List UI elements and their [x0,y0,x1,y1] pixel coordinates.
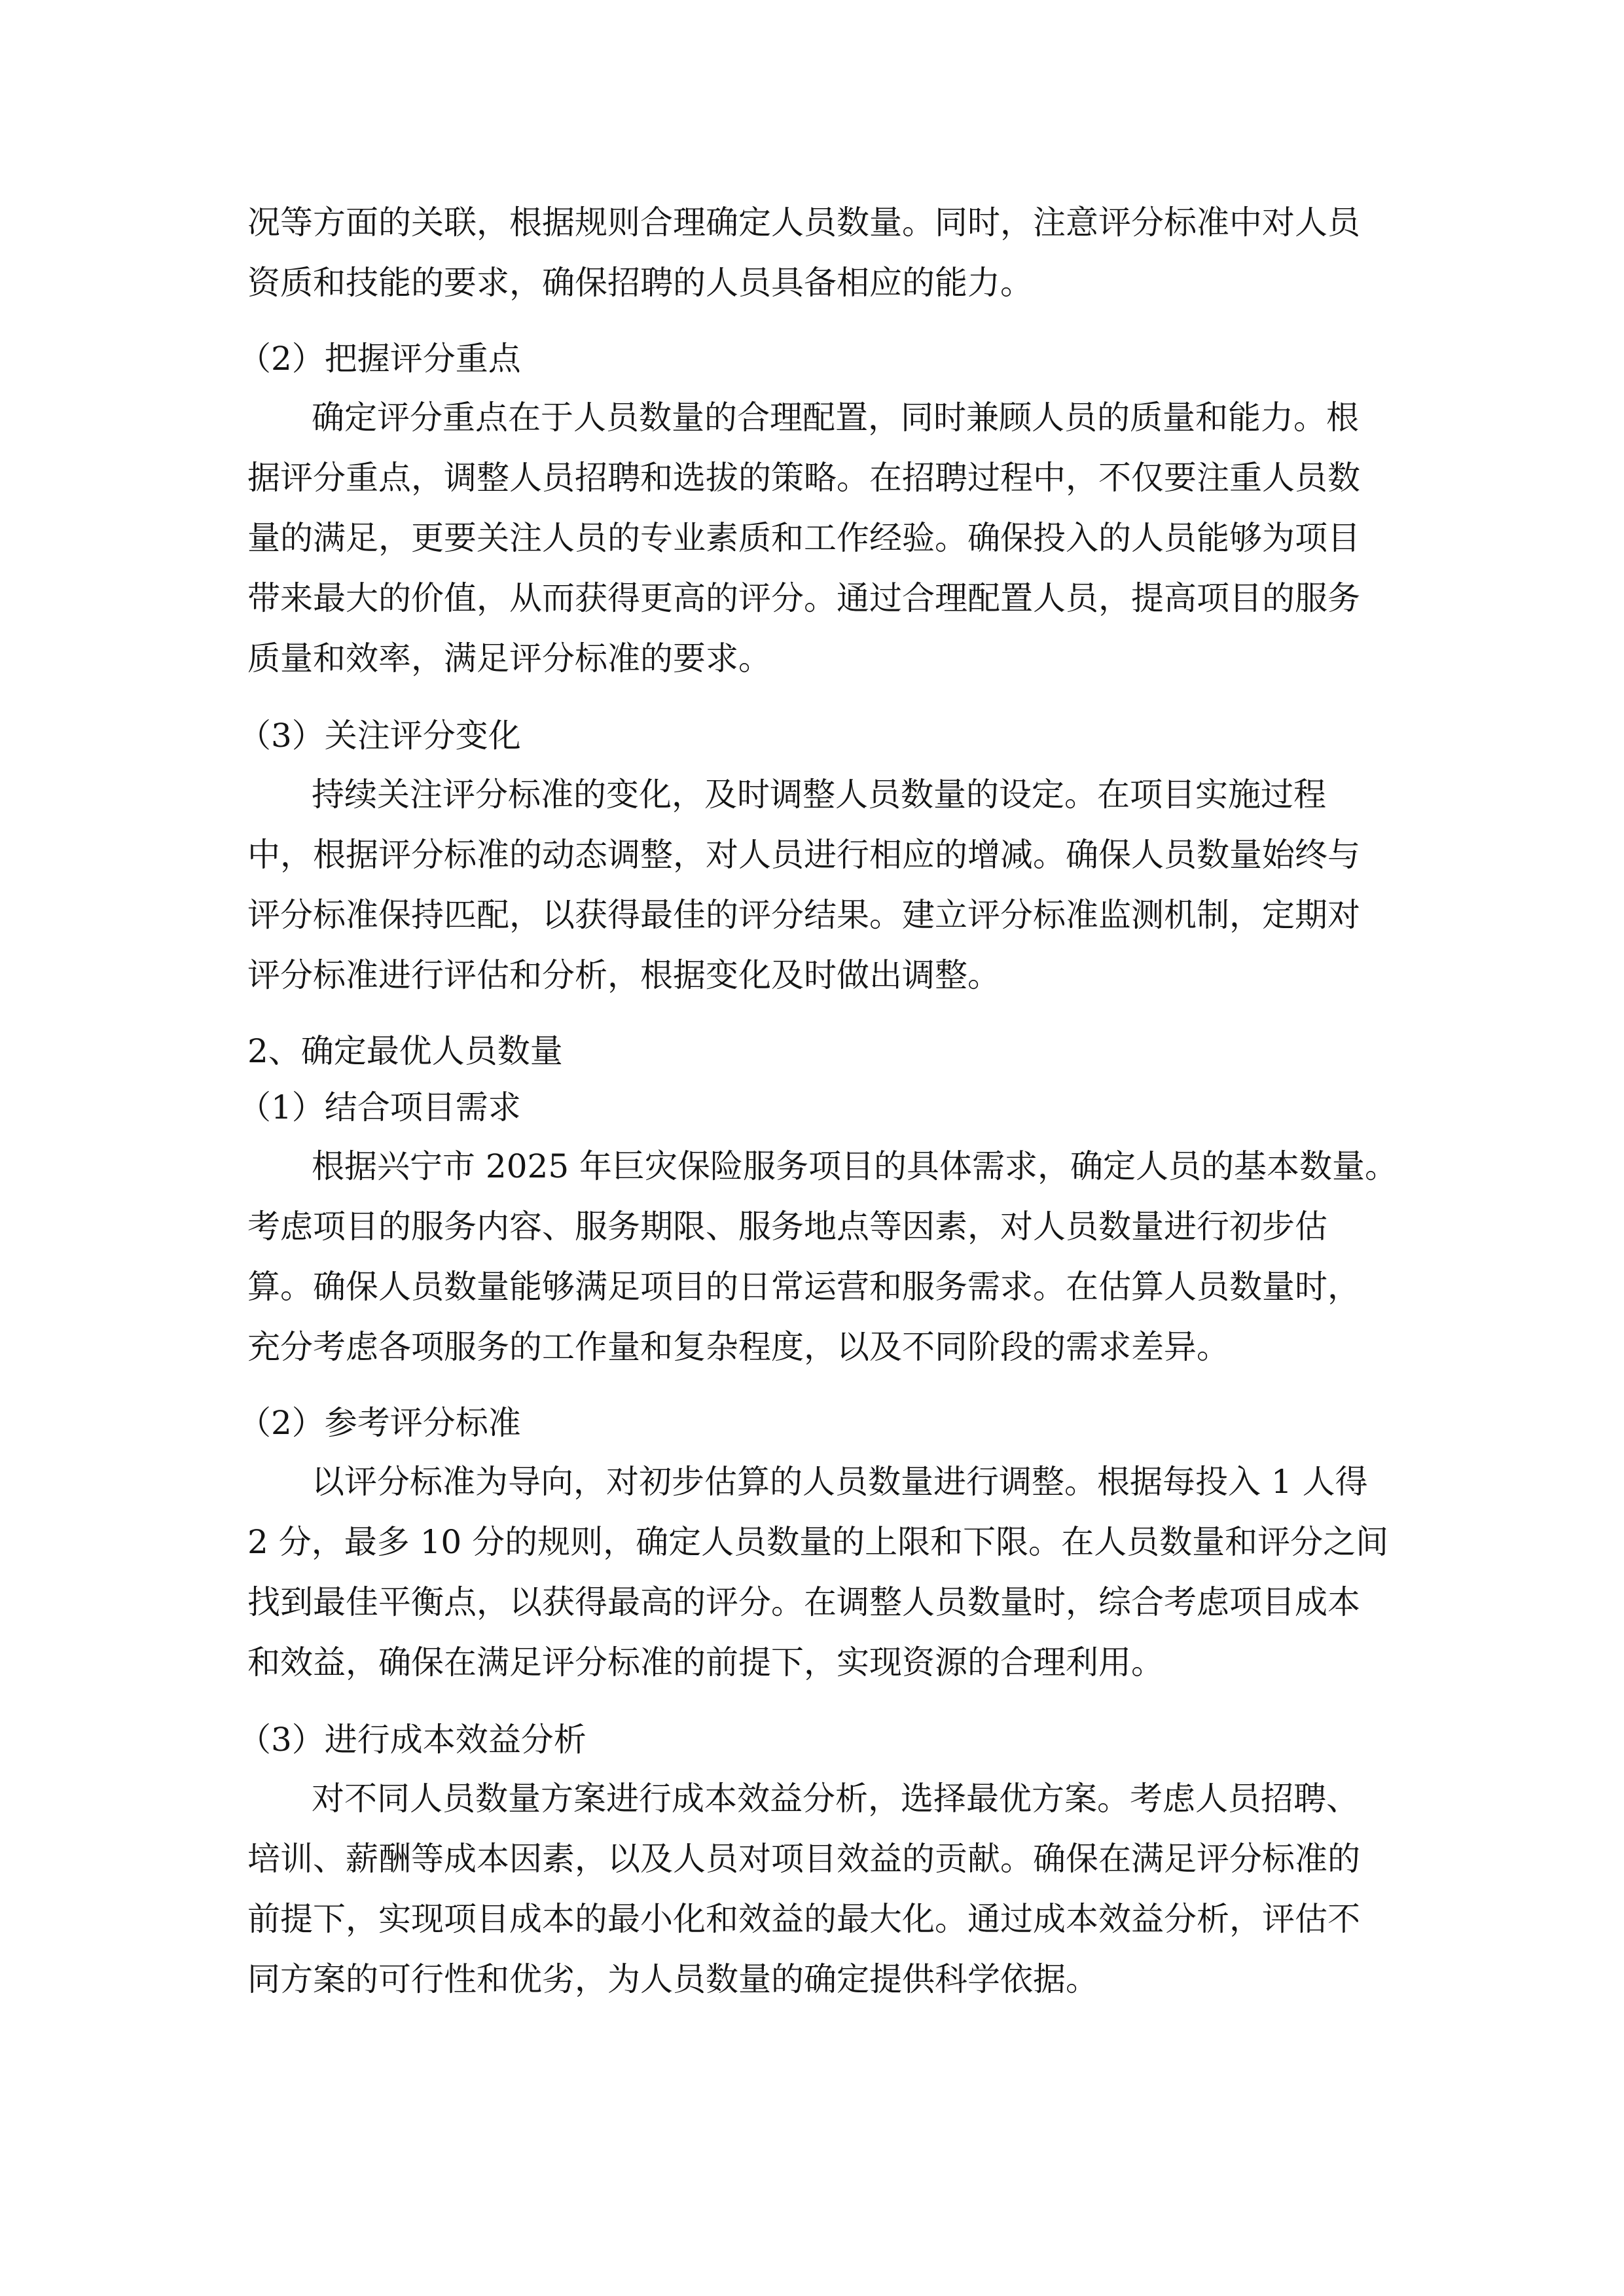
paragraph-line: 中，根据评分标准的动态调整，对人员进行相应的增减。确保人员数量始终与 [247,836,1360,874]
paragraph-line: 以评分标准为导向，对初步估算的人员数量进行调整。根据每投入 1 人得 [312,1463,1368,1501]
paragraph-line: 资质和技能的要求，确保招聘的人员具备相应的能力。 [247,264,1033,302]
paragraph-line: 找到最佳平衡点，以获得最高的评分。在调整人员数量时，综合考虑项目成本 [247,1583,1360,1621]
paragraph-line: 考虑项目的服务内容、服务期限、服务地点等因素，对人员数量进行初步估 [247,1208,1327,1246]
paragraph-line: 同方案的可行性和优劣，为人员数量的确定提供科学依据。 [247,1960,1098,1998]
paragraph-line: 前提下，实现项目成本的最小化和效益的最大化。通过成本效益分析，评估不 [247,1900,1360,1938]
subheading: （3）进行成本效益分析 [238,1721,586,1759]
paragraph-line: 据评分重点，调整人员招聘和选拔的策略。在招聘过程中，不仅要注重人员数 [247,459,1360,497]
subheading: （2）参考评分标准 [238,1404,521,1442]
paragraph-line: 量的满足，更要关注人员的专业素质和工作经验。确保投入的人员能够为项目 [247,519,1360,557]
subheading: （3）关注评分变化 [238,717,521,755]
paragraph-line: 和效益，确保在满足评分标准的前提下，实现资源的合理利用。 [247,1643,1164,1681]
paragraph-line: 培训、薪酬等成本因素，以及人员对项目效益的贡献。确保在满足评分标准的 [247,1840,1360,1878]
section-heading: 2、确定最优人员数量 [247,1032,563,1070]
subheading: （1）结合项目需求 [238,1088,521,1126]
paragraph-line: 质量和效率，满足评分标准的要求。 [247,639,771,677]
paragraph-line: 对不同人员数量方案进行成本效益分析，选择最优方案。考虑人员招聘、 [312,1780,1359,1818]
paragraph-line: 评分标准保持匹配，以获得最佳的评分结果。建立评分标准监测机制，定期对 [247,896,1360,934]
paragraph-line: 充分考虑各项服务的工作量和复杂程度，以及不同阶段的需求差异。 [247,1328,1229,1366]
paragraph-line: 带来最大的价值，从而获得更高的评分。通过合理配置人员，提高项目的服务 [247,579,1360,617]
paragraph-line: 况等方面的关联，根据规则合理确定人员数量。同时，注意评分标准中对人员 [247,204,1360,242]
paragraph-line: 评分标准进行评估和分析，根据变化及时做出调整。 [247,956,1000,994]
paragraph-line: 持续关注评分标准的变化，及时调整人员数量的设定。在项目实施过程 [312,776,1326,814]
paragraph-line: 确定评分重点在于人员数量的合理配置，同时兼顾人员的质量和能力。根 [312,399,1359,437]
paragraph-line: 2 分，最多 10 分的规则，确定人员数量的上限和下限。在人员数量和评分之间 [247,1523,1389,1561]
paragraph-line: 算。确保人员数量能够满足项目的日常运营和服务需求。在估算人员数量时， [247,1268,1360,1306]
subheading: （2）把握评分重点 [238,340,521,378]
paragraph-line: 根据兴宁市 2025 年巨灾保险服务项目的具体需求，确定人员的基本数量。 [312,1147,1398,1185]
